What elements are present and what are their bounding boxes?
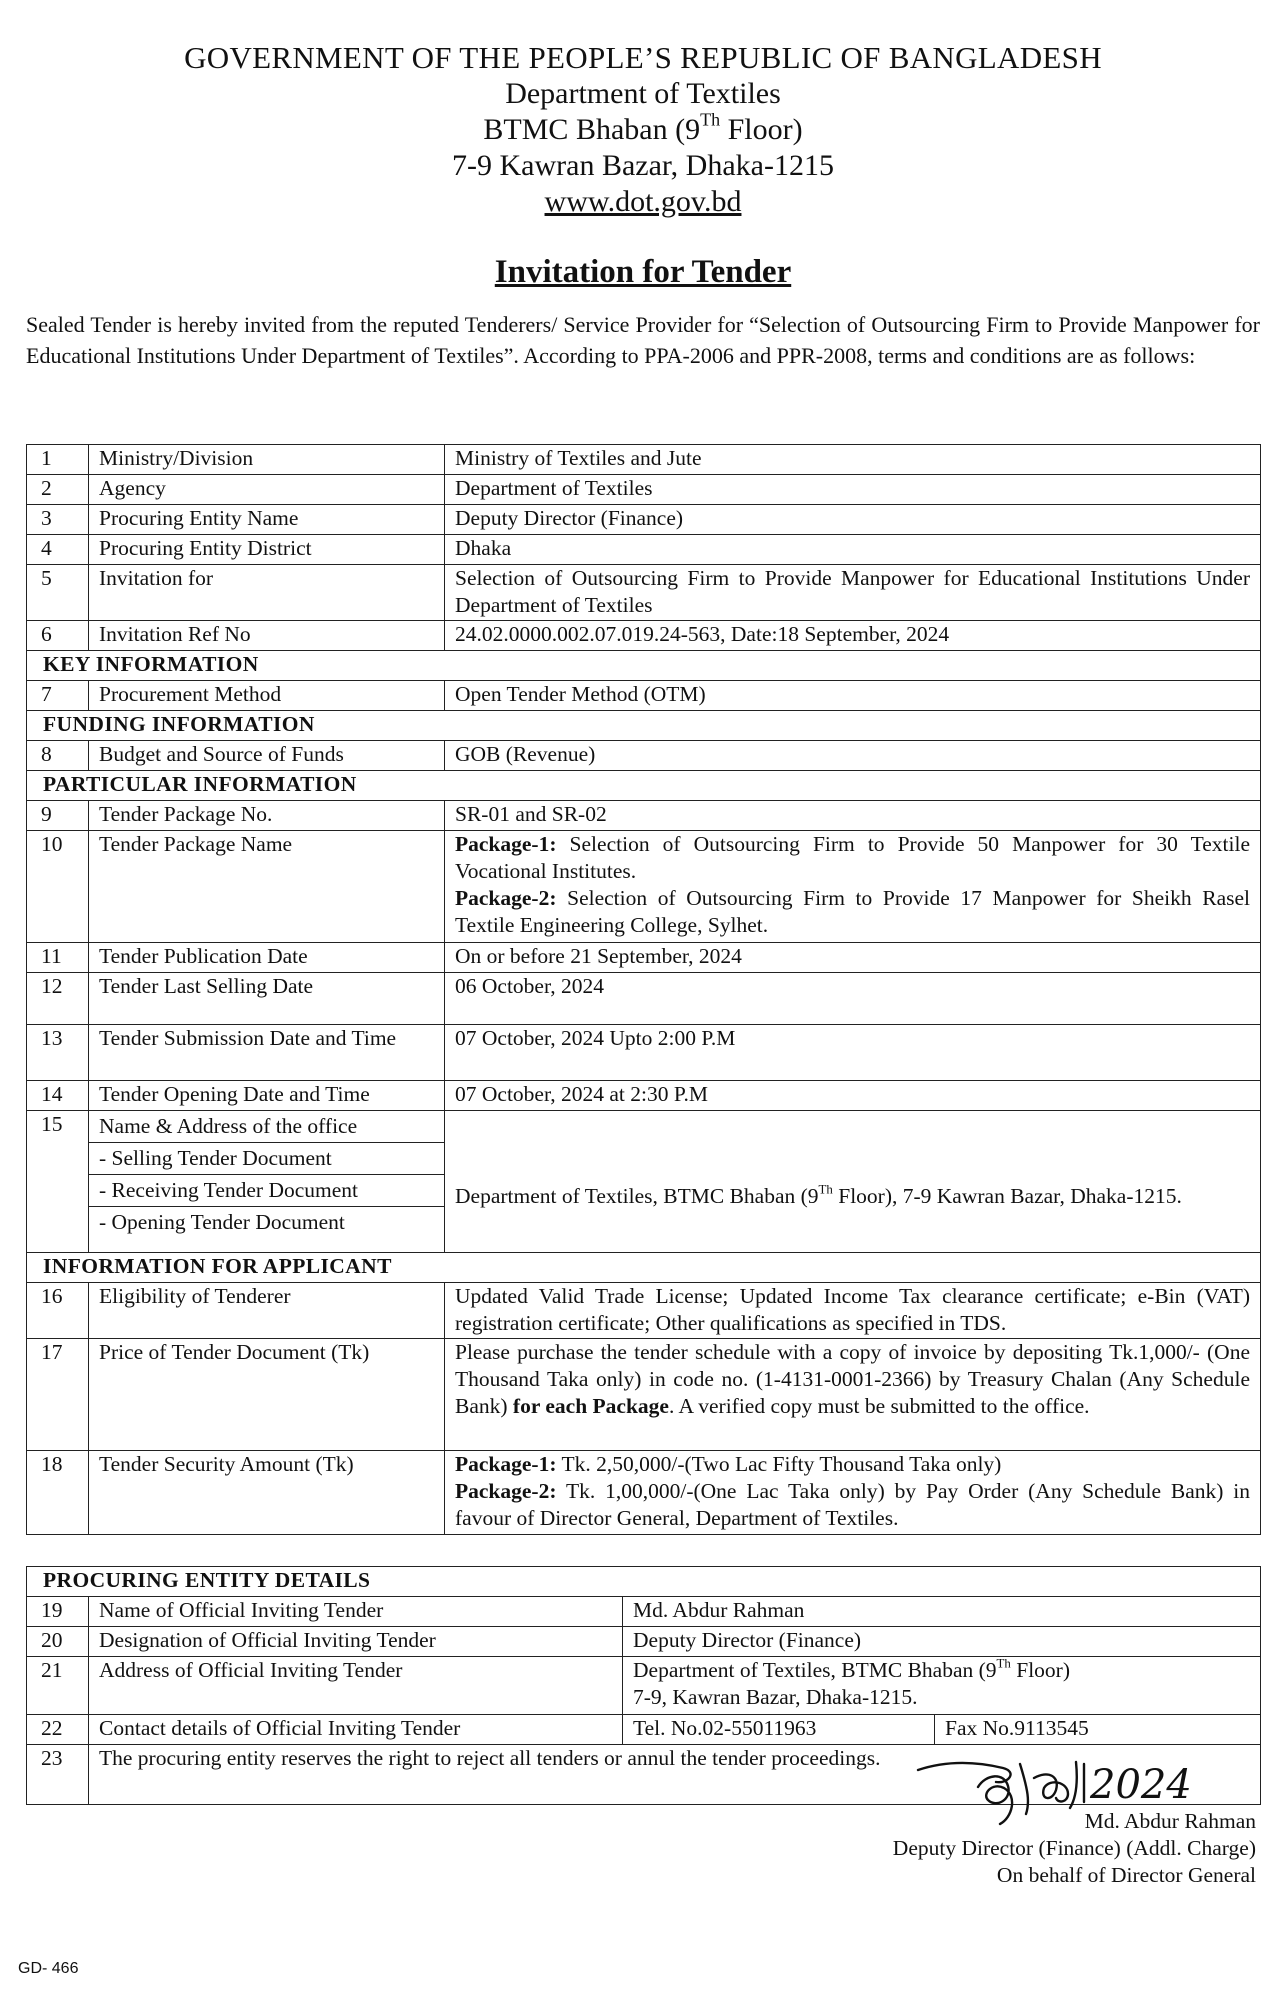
- receiving-document-label: - Receiving Tender Document: [89, 1174, 444, 1206]
- row-value: Deputy Director (Finance): [445, 505, 1261, 535]
- selling-document-label: - Selling Tender Document: [89, 1142, 444, 1174]
- row-label: Price of Tender Document (Tk): [89, 1339, 445, 1451]
- table-row: [27, 1339, 1261, 1451]
- row-number: 8: [27, 741, 89, 771]
- package-2-name: Package-2: Selection of Outsourcing Firm to Provide 17 Manpower for Sheikh Rasel Textile Engineering College, Sylhet.: [455, 886, 1250, 937]
- row-value: Ministry of Textiles and Jute: [445, 445, 1261, 475]
- row-value: Dhaka: [445, 535, 1261, 565]
- row-number: 21: [27, 1657, 89, 1715]
- row-number: 12: [27, 973, 89, 1025]
- row-label: Name of Official Inviting Tender: [89, 1597, 623, 1627]
- row-label: Tender Security Amount (Tk): [89, 1451, 445, 1535]
- website-link[interactable]: www.dot.gov.bd: [544, 185, 742, 218]
- signatory-block: [893, 1808, 1256, 1889]
- row-label: Budget and Source of Funds: [89, 741, 445, 771]
- row-value: 07 October, 2024 at 2:30 P.M: [445, 1081, 1261, 1111]
- table-row: [27, 621, 1261, 651]
- row-number: 14: [27, 1081, 89, 1111]
- row-label: [89, 1111, 445, 1253]
- row-value: [445, 831, 1261, 943]
- row-number: 19: [27, 1597, 89, 1627]
- package-1-name: Package-1: Selection of Outsourcing Firm to Provide 50 Manpower for 30 Textile Vocational Institutes.: [455, 832, 1250, 883]
- table-row: [27, 1111, 1261, 1253]
- section-header-row: [27, 771, 1261, 801]
- row-number: 10: [27, 831, 89, 943]
- row-number: 5: [27, 565, 89, 621]
- table-row: [27, 831, 1261, 943]
- table-row: [27, 681, 1261, 711]
- section-key-information: KEY INFORMATION: [27, 651, 1261, 681]
- row-value: Open Tender Method (OTM): [445, 681, 1261, 711]
- row-value: Md. Abdur Rahman: [623, 1597, 1261, 1627]
- signatory-behalf: On behalf of Director General: [996, 1863, 1256, 1887]
- row-label: Agency: [89, 475, 445, 505]
- row-number: 13: [27, 1025, 89, 1081]
- row-label: Procuring Entity Name: [89, 505, 445, 535]
- publication-code: GD- 466: [18, 1960, 79, 1977]
- row-number: 16: [27, 1283, 89, 1339]
- table-row: [27, 1715, 1261, 1745]
- section-procuring-entity-details: PROCURING ENTITY DETAILS: [27, 1567, 1261, 1597]
- table-row: [27, 943, 1261, 973]
- row-number: 1: [27, 445, 89, 475]
- row-label: Tender Package Name: [89, 831, 445, 943]
- row-value: 06 October, 2024: [445, 973, 1261, 1025]
- row-number: 9: [27, 801, 89, 831]
- row-label: Invitation for: [89, 565, 445, 621]
- section-header-row: [27, 711, 1261, 741]
- table-row: [27, 445, 1261, 475]
- row-number: 7: [27, 681, 89, 711]
- row-label: Contact details of Official Inviting Tender: [89, 1715, 623, 1745]
- row-label: Procuring Entity District: [89, 535, 445, 565]
- table-row: [27, 1025, 1261, 1081]
- table-row: [27, 535, 1261, 565]
- row-number: 11: [27, 943, 89, 973]
- row-label: Address of Official Inviting Tender: [89, 1657, 623, 1715]
- table-row: [27, 475, 1261, 505]
- letterhead: [0, 0, 1286, 220]
- row-value: Deputy Director (Finance): [623, 1627, 1261, 1657]
- section-header-row: [27, 1253, 1261, 1283]
- building-name: BTMC Bhaban (9Th Floor): [483, 109, 803, 146]
- row-value: 07 October, 2024 Upto 2:00 P.M: [445, 1025, 1261, 1081]
- row-label: Tender Last Selling Date: [89, 973, 445, 1025]
- row-value: Please purchase the tender schedule with a copy of invoice by depositing Tk.1,000/- (One Thousand Taka only) in code no. (1-4131-0001-2366) by Treasury Chalan (Any Schedule Bank) for each Package. A verified copy must be submitted to the office.: [445, 1339, 1261, 1451]
- row-label: Tender Package No.: [89, 801, 445, 831]
- row-label: Eligibility of Tenderer: [89, 1283, 445, 1339]
- package-2-security: Package-2: Tk. 1,00,000/-(One Lac Taka only) by Pay Order (Any Schedule Bank) in favour of Director General, Department of Textiles.: [455, 1479, 1250, 1530]
- row-number: 17: [27, 1339, 89, 1451]
- opening-document-label: - Opening Tender Document: [89, 1206, 444, 1238]
- row-number: 4: [27, 535, 89, 565]
- row-number: 20: [27, 1627, 89, 1657]
- row-label: Ministry/Division: [89, 445, 445, 475]
- row-number: 6: [27, 621, 89, 651]
- table-row: [27, 801, 1261, 831]
- government-name: GOVERNMENT OF THE PEOPLE’S REPUBLIC OF BANGLADESH: [184, 40, 1102, 75]
- row-label: Designation of Official Inviting Tender: [89, 1627, 623, 1657]
- reservation-clause: The procuring entity reserves the right to reject all tenders or annul the tender proceedings.: [89, 1745, 1261, 1805]
- row-value: On or before 21 September, 2024: [445, 943, 1261, 973]
- row-value: Department of Textiles, BTMC Bhaban (9Th Floor), 7-9 Kawran Bazar, Dhaka-1215.: [445, 1111, 1261, 1253]
- tender-details-table: [26, 444, 1261, 1535]
- row-value: Selection of Outsourcing Firm to Provide Manpower for Educational Institutions Under Department of Textiles: [445, 565, 1261, 621]
- department-name: Department of Textiles: [505, 77, 781, 110]
- table-row: [27, 973, 1261, 1025]
- row-value: SR-01 and SR-02: [445, 801, 1261, 831]
- row-label: Tender Publication Date: [89, 943, 445, 973]
- section-funding-information: FUNDING INFORMATION: [27, 711, 1261, 741]
- table-row: [27, 1627, 1261, 1657]
- svg-text:2024: 2024: [1090, 1762, 1192, 1808]
- table-row: [27, 1283, 1261, 1339]
- telephone-number: Tel. No.02-55011963: [623, 1715, 935, 1745]
- row-label: Invitation Ref No: [89, 621, 445, 651]
- row-value: Updated Valid Trade License; Updated Income Tax clearance certificate; e-Bin (VAT) registration certificate; Other qualifications as specified in TDS.: [445, 1283, 1261, 1339]
- table-row: [27, 1081, 1261, 1111]
- row-number: 18: [27, 1451, 89, 1535]
- row-value: [445, 1451, 1261, 1535]
- table-row: [27, 1657, 1261, 1715]
- table-row: [27, 741, 1261, 771]
- section-particular-information: PARTICULAR INFORMATION: [27, 771, 1261, 801]
- section-header-row: [27, 1567, 1261, 1597]
- table-row: [27, 505, 1261, 535]
- row-value: 24.02.0000.002.07.019.24-563, Date:18 September, 2024: [445, 621, 1261, 651]
- office-address-label: Name & Address of the office: [99, 1114, 358, 1138]
- section-header-row: [27, 651, 1261, 681]
- row-label: Tender Opening Date and Time: [89, 1081, 445, 1111]
- table-row: [27, 1451, 1261, 1535]
- row-label: Tender Submission Date and Time: [89, 1025, 445, 1081]
- row-number: 15: [27, 1111, 89, 1253]
- row-number: 3: [27, 505, 89, 535]
- row-value: Department of Textiles, BTMC Bhaban (9Th Floor) 7-9, Kawran Bazar, Dhaka-1215.: [623, 1657, 1261, 1715]
- row-number: 23: [27, 1745, 89, 1805]
- row-number: 22: [27, 1715, 89, 1745]
- row-value: GOB (Revenue): [445, 741, 1261, 771]
- signatory-name: Md. Abdur Rahman: [1084, 1809, 1256, 1833]
- section-information-for-applicant: INFORMATION FOR APPLICANT: [27, 1253, 1261, 1283]
- signatory-designation: Deputy Director (Finance) (Addl. Charge): [892, 1836, 1256, 1860]
- row-number: 2: [27, 475, 89, 505]
- fax-number: Fax No.9113545: [935, 1715, 1261, 1745]
- page-title: Invitation for Tender: [494, 254, 792, 290]
- office-address: 7-9 Kawran Bazar, Dhaka-1215: [452, 149, 834, 182]
- row-label: Procurement Method: [89, 681, 445, 711]
- package-1-security: Package-1: Tk. 2,50,000/-(Two Lac Fifty Thousand Taka only): [455, 1452, 1002, 1476]
- intro-paragraph: Sealed Tender is hereby invited from the reputed Tenderers/ Service Provider for “Selection of Outsourcing Firm to Provide Manpower for Educational Institutions Under Department of Textiles”. According to PPA-2006 and PPR-2008, terms and conditions are as follows:: [26, 312, 1260, 368]
- table-row: [27, 1597, 1261, 1627]
- row-value: Department of Textiles: [445, 475, 1261, 505]
- table-row: [27, 565, 1261, 621]
